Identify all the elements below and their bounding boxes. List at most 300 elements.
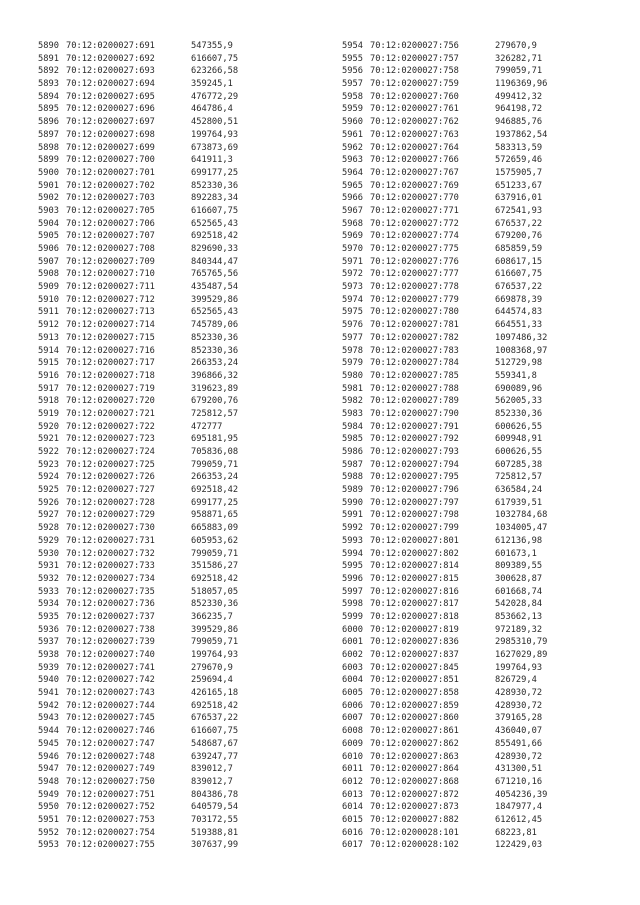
row-number: 5950 — [38, 802, 59, 813]
value: 279670,9 — [191, 662, 233, 673]
row-number: 5925 — [38, 485, 59, 496]
table-row — [342, 801, 547, 814]
cadastral-number: 70:12:0200027:709 — [66, 256, 155, 267]
value: 572659,46 — [495, 155, 543, 166]
value: 692518,42 — [191, 231, 239, 242]
table-row — [38, 383, 238, 396]
table-row — [38, 522, 238, 535]
value: 673873,69 — [191, 142, 239, 153]
cadastral-number: 70:12:0200027:717 — [66, 358, 155, 369]
value: 616607,75 — [495, 269, 543, 280]
value: 512729,98 — [495, 358, 543, 369]
table-row — [38, 712, 238, 725]
row-number: 6013 — [342, 789, 363, 800]
cadastral-number: 70:12:0200027:731 — [66, 535, 155, 546]
row-number: 5971 — [342, 256, 363, 267]
value: 676537,22 — [495, 218, 543, 229]
row-number: 5944 — [38, 726, 59, 737]
row-number: 6014 — [342, 802, 363, 813]
cadastral-number: 70:12:0200027:882 — [370, 814, 459, 825]
row-number: 6007 — [342, 713, 363, 724]
value: 852330,36 — [191, 180, 239, 191]
row-number: 5945 — [38, 738, 59, 749]
cadastral-number: 70:12:0200027:739 — [66, 637, 155, 648]
table-row — [38, 256, 238, 269]
cadastral-number: 70:12:0200027:778 — [370, 282, 459, 293]
row-number: 5995 — [342, 561, 363, 572]
value: 651233,67 — [495, 180, 543, 191]
cadastral-number: 70:12:0200027:769 — [370, 180, 459, 191]
row-number: 5968 — [342, 218, 363, 229]
cadastral-number: 70:12:0200027:740 — [66, 650, 155, 660]
row-number: 5933 — [38, 586, 59, 597]
value: 605953,62 — [191, 535, 239, 546]
row-number: 5991 — [342, 510, 363, 521]
value: 279670,9 — [495, 41, 537, 51]
row-number: 5984 — [342, 421, 363, 432]
value: 547355,9 — [191, 41, 233, 51]
table-row — [38, 268, 238, 281]
row-number: 5940 — [38, 675, 59, 686]
row-number: 5990 — [342, 497, 363, 508]
cadastral-number: 70:12:0200028:102 — [370, 840, 459, 851]
table-row — [38, 687, 238, 700]
table-row — [342, 446, 547, 459]
table-row — [342, 814, 547, 827]
cadastral-number: 70:12:0200027:711 — [66, 282, 155, 293]
table-row — [342, 345, 547, 358]
cadastral-number: 70:12:0200027:699 — [66, 142, 155, 153]
table-row — [342, 421, 547, 434]
value: 804386,78 — [191, 789, 239, 800]
row-number: 5921 — [38, 434, 59, 445]
table-row — [38, 357, 238, 370]
cadastral-number: 70:12:0200027:814 — [370, 561, 459, 572]
value: 958871,65 — [191, 510, 239, 521]
table-row — [342, 218, 547, 231]
value: 641911,3 — [191, 155, 233, 166]
value: 839012,7 — [191, 764, 233, 775]
row-number: 5997 — [342, 586, 363, 597]
cadastral-number: 70:12:0200027:795 — [370, 472, 459, 483]
row-number: 5978 — [342, 345, 363, 356]
table-row — [342, 370, 547, 383]
row-number: 5929 — [38, 535, 59, 546]
table-row — [38, 306, 238, 319]
table-row — [38, 725, 238, 738]
row-number: 5961 — [342, 129, 363, 140]
table-row — [342, 53, 547, 66]
value: 679200,76 — [191, 396, 239, 407]
row-number: 5899 — [38, 155, 59, 166]
value: 699177,25 — [191, 497, 239, 508]
value: 695181,95 — [191, 434, 239, 445]
row-number: 5893 — [38, 79, 59, 90]
value: 1008368,97 — [495, 345, 548, 356]
cadastral-number: 70:12:0200027:873 — [370, 802, 459, 813]
value: 499412,32 — [495, 91, 543, 102]
cadastral-number: 70:12:0200027:837 — [370, 650, 459, 660]
cadastral-number: 70:12:0200027:747 — [66, 738, 155, 749]
cadastral-number: 70:12:0200027:755 — [66, 840, 155, 851]
value: 464786,4 — [191, 104, 233, 115]
row-number: 5979 — [342, 358, 363, 369]
value: 266353,24 — [191, 358, 239, 369]
table-row — [342, 40, 547, 53]
value: 1034005,47 — [495, 523, 548, 534]
row-number: 5993 — [342, 535, 363, 546]
row-number: 5969 — [342, 231, 363, 242]
table-row — [342, 827, 547, 840]
value: 259694,4 — [191, 675, 233, 686]
table-row — [342, 636, 547, 649]
cadastral-number: 70:12:0200027:797 — [370, 497, 459, 508]
row-number: 5912 — [38, 320, 59, 331]
cadastral-number: 70:12:0200027:863 — [370, 751, 459, 762]
cadastral-number: 70:12:0200027:818 — [370, 611, 459, 622]
cadastral-number: 70:12:0200027:743 — [66, 688, 155, 699]
table-row — [342, 522, 547, 535]
value: 601673,1 — [495, 548, 537, 559]
table-row — [342, 91, 547, 104]
row-number: 5975 — [342, 307, 363, 318]
cadastral-number: 70:12:0200027:793 — [370, 447, 459, 457]
table-row — [342, 129, 547, 142]
row-number: 5890 — [38, 41, 59, 51]
cadastral-number: 70:12:0200027:751 — [66, 789, 155, 800]
cadastral-number: 70:12:0200027:753 — [66, 814, 155, 825]
cadastral-number: 70:12:0200027:766 — [370, 155, 459, 166]
cadastral-number: 70:12:0200027:872 — [370, 789, 459, 800]
table-row — [342, 751, 547, 764]
table-row — [38, 674, 238, 687]
table-row — [38, 471, 238, 484]
table-row — [342, 548, 547, 561]
cadastral-number: 70:12:0200027:720 — [66, 396, 155, 407]
table-row — [342, 687, 547, 700]
table-row — [342, 395, 547, 408]
cadastral-number: 70:12:0200027:782 — [370, 332, 459, 343]
value: 1097486,32 — [495, 332, 548, 343]
table-row — [342, 586, 547, 599]
table-row — [342, 839, 547, 852]
row-number: 5957 — [342, 79, 363, 90]
table-row — [38, 827, 238, 840]
value: 1196369,96 — [495, 79, 548, 90]
row-number: 6006 — [342, 700, 363, 711]
table-row — [38, 332, 238, 345]
cadastral-number: 70:12:0200027:858 — [370, 688, 459, 699]
value: 972189,32 — [495, 624, 543, 635]
table-row — [38, 801, 238, 814]
value: 428930,72 — [495, 751, 543, 762]
value: 431300,51 — [495, 764, 543, 775]
cadastral-number: 70:12:0200027:710 — [66, 269, 155, 280]
row-number: 6015 — [342, 814, 363, 825]
value: 745789,06 — [191, 320, 239, 331]
cadastral-number: 70:12:0200027:789 — [370, 396, 459, 407]
table-row — [342, 484, 547, 497]
table-row — [38, 167, 238, 180]
value: 640579,54 — [191, 802, 239, 813]
cadastral-number: 70:12:0200027:819 — [370, 624, 459, 635]
table-row — [38, 636, 238, 649]
row-number: 5923 — [38, 459, 59, 470]
cadastral-number: 70:12:0200027:744 — [66, 700, 155, 711]
row-number: 6009 — [342, 738, 363, 749]
value: 199764,93 — [495, 662, 543, 673]
value: 617939,51 — [495, 497, 543, 508]
value: 664551,33 — [495, 320, 543, 331]
row-number: 5913 — [38, 332, 59, 343]
value: 559341,8 — [495, 370, 537, 381]
row-number: 5973 — [342, 282, 363, 293]
cadastral-number: 70:12:0200027:722 — [66, 421, 155, 432]
cadastral-number: 70:12:0200027:783 — [370, 345, 459, 356]
cadastral-number: 70:12:0200027:702 — [66, 180, 155, 191]
cadastral-number: 70:12:0200027:757 — [370, 53, 459, 64]
table-row — [38, 408, 238, 421]
table-row — [342, 725, 547, 738]
table-row — [38, 421, 238, 434]
row-number: 5905 — [38, 231, 59, 242]
table-row — [38, 294, 238, 307]
value: 637916,01 — [495, 193, 543, 204]
table-row — [38, 611, 238, 624]
cadastral-number: 70:12:0200027:716 — [66, 345, 155, 356]
cadastral-number: 70:12:0200027:695 — [66, 91, 155, 102]
row-number: 5965 — [342, 180, 363, 191]
table-row — [38, 484, 238, 497]
row-number: 5936 — [38, 624, 59, 635]
value: 644574,83 — [495, 307, 543, 318]
table-row — [38, 91, 238, 104]
cadastral-number: 70:12:0200027:724 — [66, 447, 155, 457]
table-row — [38, 40, 238, 53]
value: 799059,71 — [191, 637, 239, 648]
value: 692518,42 — [191, 573, 239, 584]
table-row — [342, 712, 547, 725]
cadastral-number: 70:12:0200027:790 — [370, 408, 459, 419]
row-number: 5947 — [38, 764, 59, 775]
row-number: 5962 — [342, 142, 363, 153]
row-number: 5956 — [342, 66, 363, 77]
table-row — [38, 814, 238, 827]
value: 829690,33 — [191, 244, 239, 254]
row-number: 5904 — [38, 218, 59, 229]
row-number: 5901 — [38, 180, 59, 191]
cadastral-number: 70:12:0200027:735 — [66, 586, 155, 597]
row-number: 5942 — [38, 700, 59, 711]
row-number: 6010 — [342, 751, 363, 762]
table-row — [38, 776, 238, 789]
cadastral-number: 70:12:0200027:862 — [370, 738, 459, 749]
row-number: 5896 — [38, 117, 59, 128]
cadastral-number: 70:12:0200027:792 — [370, 434, 459, 445]
value: 428930,72 — [495, 688, 543, 699]
cadastral-number: 70:12:0200027:714 — [66, 320, 155, 331]
value: 2985310,79 — [495, 637, 548, 648]
value: 472777 — [191, 421, 223, 432]
value: 725812,57 — [191, 408, 239, 419]
cadastral-number: 70:12:0200027:748 — [66, 751, 155, 762]
value: 725812,57 — [495, 472, 543, 483]
table-row — [38, 370, 238, 383]
value: 669878,39 — [495, 294, 543, 305]
table-row — [38, 53, 238, 66]
table-row — [342, 256, 547, 269]
value: 616607,75 — [191, 53, 239, 64]
cadastral-number: 70:12:0200027:774 — [370, 231, 459, 242]
table-row — [38, 738, 238, 751]
value: 612136,98 — [495, 535, 543, 546]
value: 672541,93 — [495, 205, 543, 216]
value: 826729,4 — [495, 675, 537, 686]
table-row — [342, 294, 547, 307]
table-row — [38, 205, 238, 218]
cadastral-number: 70:12:0200027:788 — [370, 383, 459, 394]
value: 600626,55 — [495, 421, 543, 432]
cadastral-number: 70:12:0200027:703 — [66, 193, 155, 204]
row-number: 5938 — [38, 650, 59, 660]
value: 852330,36 — [191, 332, 239, 343]
value: 68223,81 — [495, 827, 537, 838]
table-row — [342, 598, 547, 611]
cadastral-number: 70:12:0200027:725 — [66, 459, 155, 470]
cadastral-number: 70:12:0200027:784 — [370, 358, 459, 369]
cadastral-number: 70:12:0200027:713 — [66, 307, 155, 318]
row-number: 5949 — [38, 789, 59, 800]
row-number: 5963 — [342, 155, 363, 166]
table-row — [342, 243, 547, 256]
table-row — [38, 548, 238, 561]
value: 1032784,68 — [495, 510, 548, 521]
table-row — [38, 395, 238, 408]
table-row — [38, 319, 238, 332]
table-row — [342, 433, 547, 446]
row-number: 5934 — [38, 599, 59, 610]
cadastral-number: 70:12:0200027:859 — [370, 700, 459, 711]
value: 964198,72 — [495, 104, 543, 115]
value: 616607,75 — [191, 726, 239, 737]
cadastral-number: 70:12:0200027:734 — [66, 573, 155, 584]
row-number: 5926 — [38, 497, 59, 508]
cadastral-number: 70:12:0200027:860 — [370, 713, 459, 724]
row-number: 5960 — [342, 117, 363, 128]
row-number: 5898 — [38, 142, 59, 153]
cadastral-number: 70:12:0200027:845 — [370, 662, 459, 673]
value: 852330,36 — [495, 408, 543, 419]
cadastral-number: 70:12:0200027:738 — [66, 624, 155, 635]
cadastral-number: 70:12:0200027:737 — [66, 611, 155, 622]
cadastral-number: 70:12:0200027:759 — [370, 79, 459, 90]
table-row — [342, 649, 547, 662]
cadastral-number: 70:12:0200027:776 — [370, 256, 459, 267]
row-number: 5959 — [342, 104, 363, 115]
table-row — [342, 497, 547, 510]
value: 652565,43 — [191, 218, 239, 229]
cadastral-number: 70:12:0200027:775 — [370, 244, 459, 254]
row-number: 5958 — [342, 91, 363, 102]
value: 692518,42 — [191, 485, 239, 496]
table-row — [38, 446, 238, 459]
row-number: 6004 — [342, 675, 363, 686]
value: 809389,55 — [495, 561, 543, 572]
table-row — [38, 535, 238, 548]
row-number: 5970 — [342, 244, 363, 254]
row-number: 5998 — [342, 599, 363, 610]
value: 379165,28 — [495, 713, 543, 724]
table-row — [38, 116, 238, 129]
table-row — [342, 180, 547, 193]
row-number: 5903 — [38, 205, 59, 216]
value: 476772,29 — [191, 91, 239, 102]
value: 319623,89 — [191, 383, 239, 394]
table-row — [342, 65, 547, 78]
cadastral-number: 70:12:0200028:101 — [370, 827, 459, 838]
cadastral-number: 70:12:0200027:706 — [66, 218, 155, 229]
left-column — [38, 40, 238, 852]
row-number: 6008 — [342, 726, 363, 737]
value: 703172,55 — [191, 814, 239, 825]
value: 799059,71 — [191, 548, 239, 559]
table-row — [38, 230, 238, 243]
value: 359245,1 — [191, 79, 233, 90]
value: 518057,05 — [191, 586, 239, 597]
cadastral-number: 70:12:0200027:791 — [370, 421, 459, 432]
cadastral-number: 70:12:0200027:721 — [66, 408, 155, 419]
table-row — [38, 65, 238, 78]
cadastral-number: 70:12:0200027:749 — [66, 764, 155, 775]
cadastral-number: 70:12:0200027:785 — [370, 370, 459, 381]
value: 1937862,54 — [495, 129, 548, 140]
row-number: 5972 — [342, 269, 363, 280]
cadastral-number: 70:12:0200027:707 — [66, 231, 155, 242]
cadastral-number: 70:12:0200027:727 — [66, 485, 155, 496]
table-row — [342, 306, 547, 319]
cadastral-number: 70:12:0200027:733 — [66, 561, 155, 572]
value: 690089,96 — [495, 383, 543, 394]
table-row — [342, 319, 547, 332]
row-number: 6017 — [342, 840, 363, 851]
row-number: 5932 — [38, 573, 59, 584]
value: 1627029,89 — [495, 650, 548, 660]
value: 705836,08 — [191, 447, 239, 457]
value: 623266,58 — [191, 66, 239, 77]
table-row — [38, 497, 238, 510]
value: 609948,91 — [495, 434, 543, 445]
row-number: 5996 — [342, 573, 363, 584]
table-row — [342, 509, 547, 522]
right-column — [342, 40, 547, 852]
row-number: 5974 — [342, 294, 363, 305]
cadastral-number: 70:12:0200027:718 — [66, 370, 155, 381]
cadastral-number: 70:12:0200027:760 — [370, 91, 459, 102]
row-number: 5928 — [38, 523, 59, 534]
cadastral-number: 70:12:0200027:750 — [66, 776, 155, 787]
cadastral-number: 70:12:0200027:693 — [66, 66, 155, 77]
row-number: 5917 — [38, 383, 59, 394]
table-row — [38, 624, 238, 637]
value: 892283,34 — [191, 193, 239, 204]
row-number: 5915 — [38, 358, 59, 369]
cadastral-number: 70:12:0200027:764 — [370, 142, 459, 153]
table-row — [342, 383, 547, 396]
table-row — [38, 560, 238, 573]
value: 326282,71 — [495, 53, 543, 64]
cadastral-number: 70:12:0200027:745 — [66, 713, 155, 724]
value: 266353,24 — [191, 472, 239, 483]
